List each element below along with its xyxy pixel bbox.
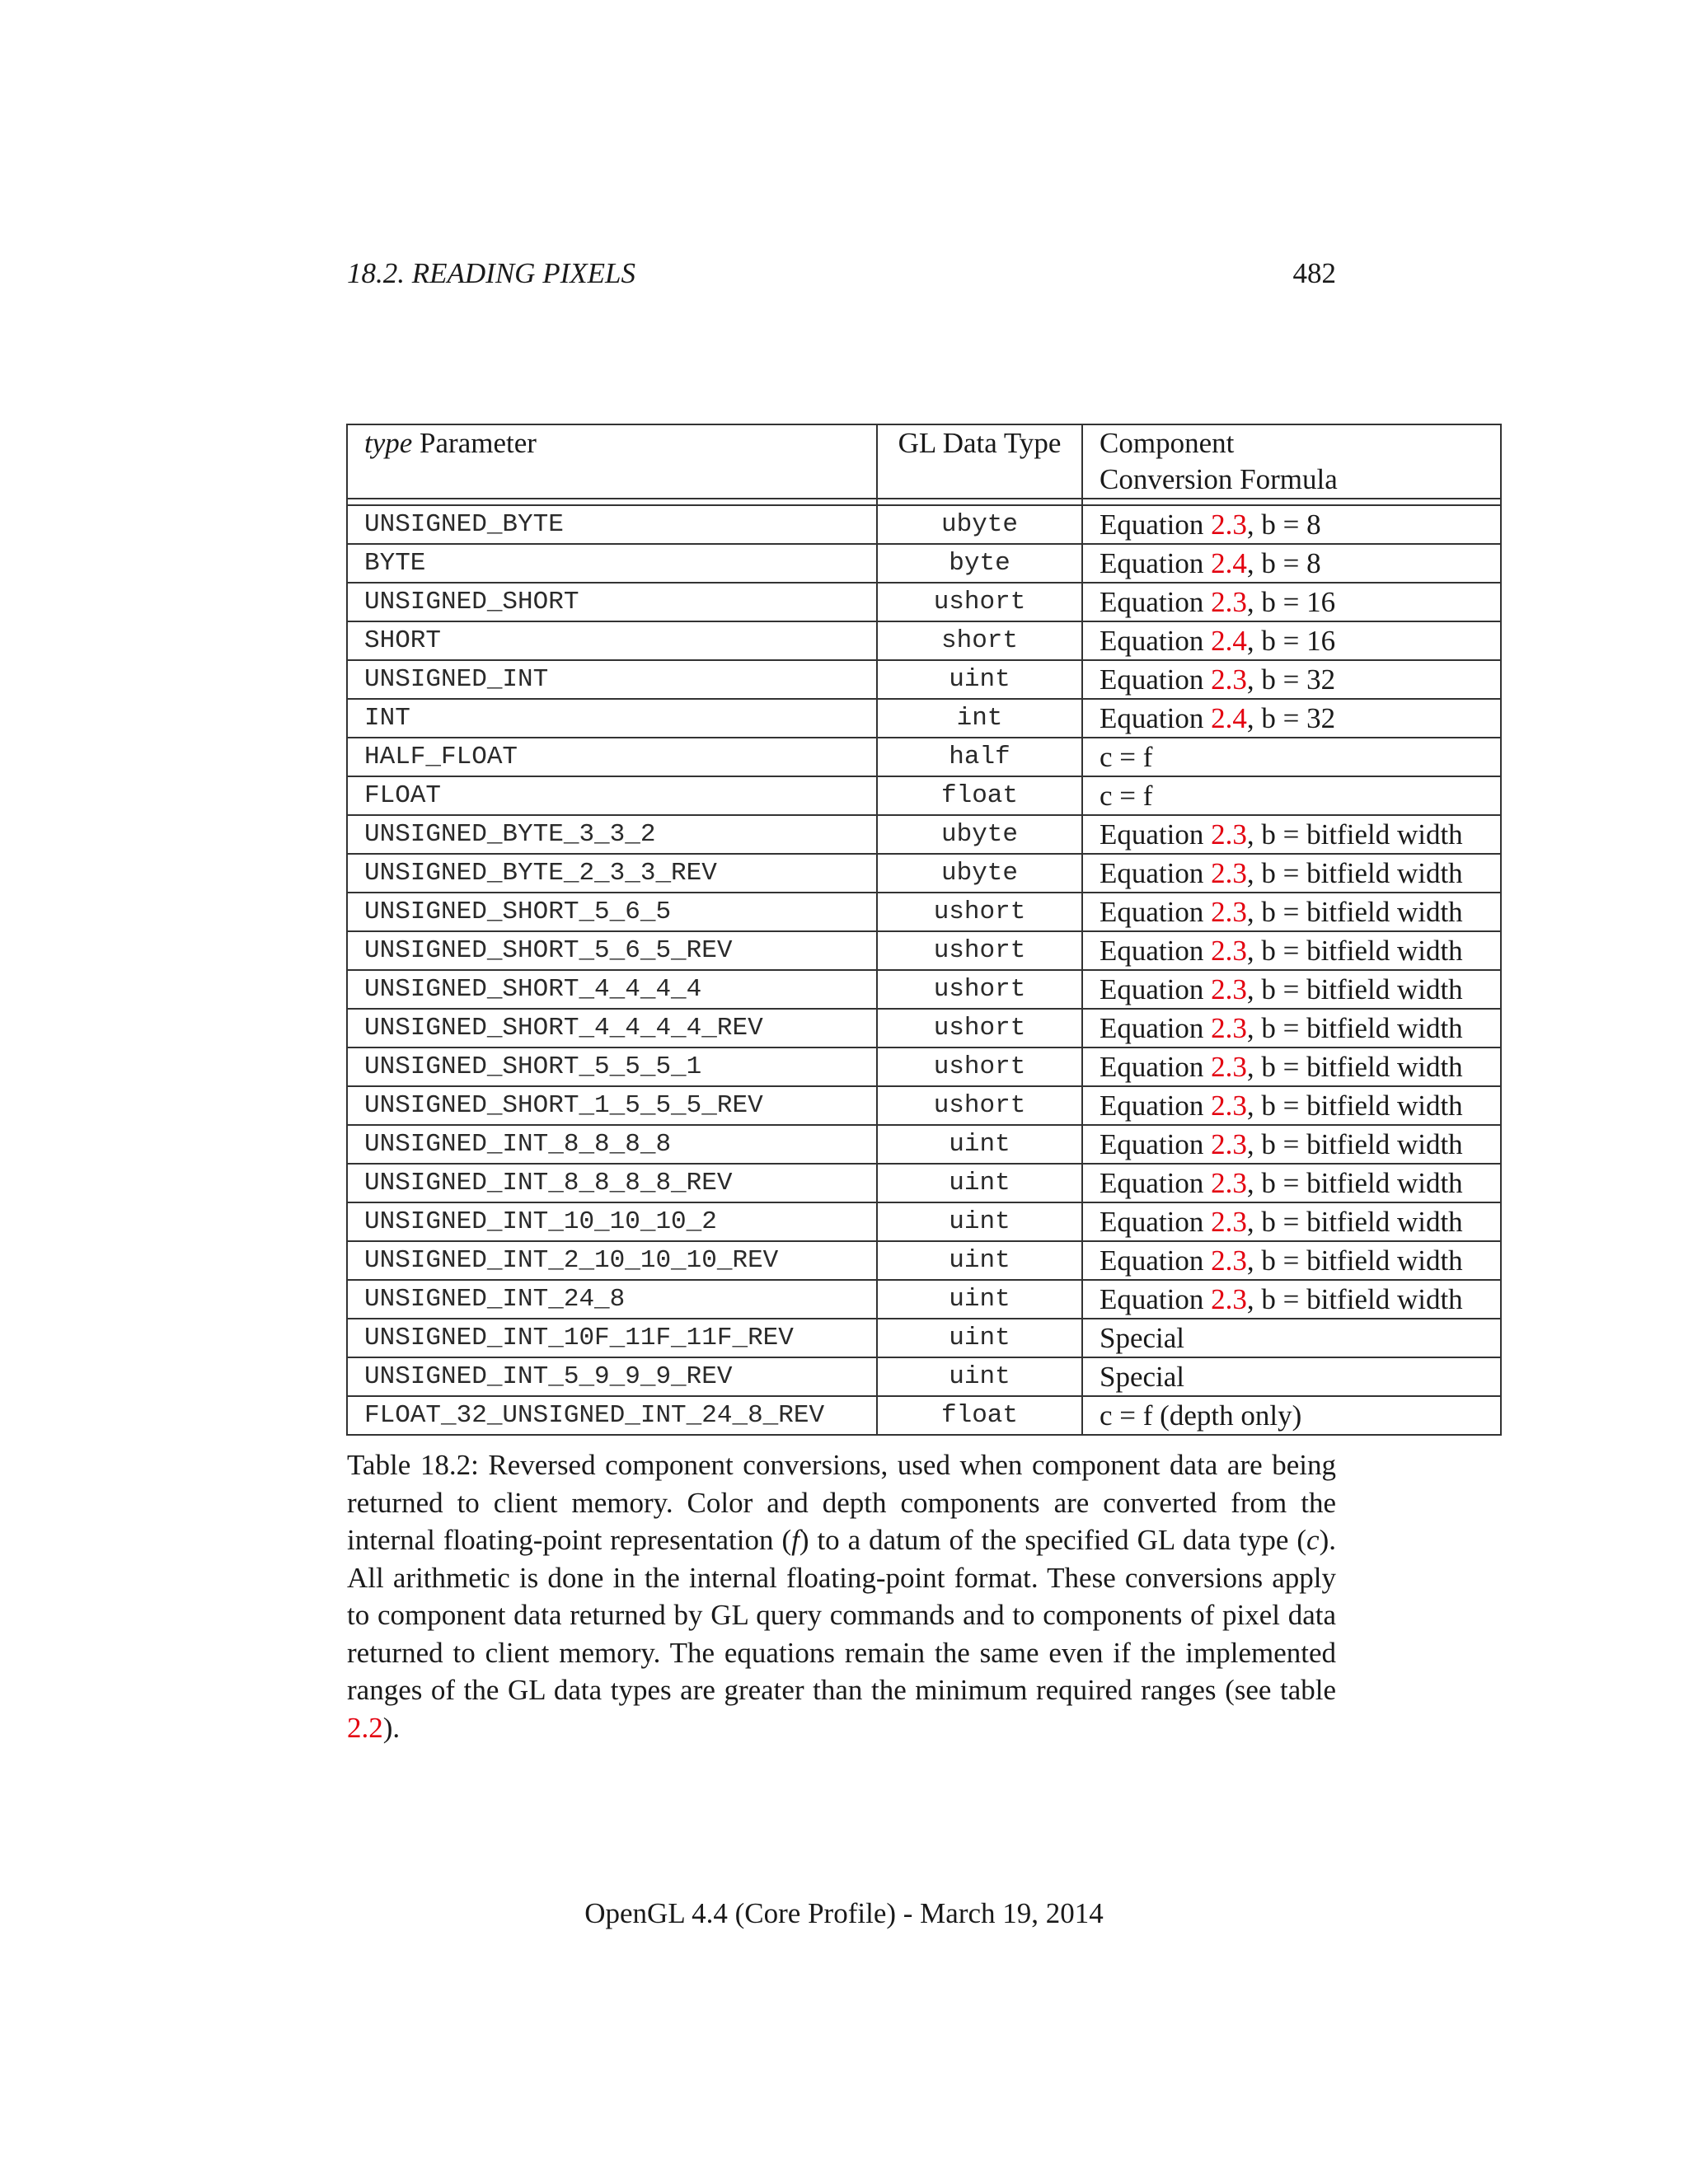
table-row [347, 1357, 1501, 1396]
type-parameter-cell: BYTE [347, 544, 877, 583]
formula-value: = bitfield width [1275, 1244, 1463, 1277]
header-parameter-word: Parameter [412, 427, 537, 459]
conversion-formula-cell [1082, 505, 1501, 544]
table-row [347, 893, 1501, 931]
formula-value: = 32 [1275, 663, 1336, 696]
table-row [347, 1086, 1501, 1125]
table-row [347, 854, 1501, 893]
formula-variable: , b [1246, 1283, 1276, 1315]
gl-data-type-cell: ushort [877, 1047, 1082, 1086]
equation-link[interactable]: 2.4 [1211, 625, 1247, 657]
formula-value: = bitfield width [1275, 1283, 1463, 1315]
equation-label: Equation [1100, 1283, 1212, 1315]
conversion-formula-cell [1082, 854, 1501, 893]
header-gl-data-type: GL Data Type [877, 424, 1082, 499]
equation-label: Equation [1100, 547, 1212, 579]
equation-label: Equation [1100, 586, 1212, 618]
formula-variable: , b [1246, 818, 1276, 851]
caption-table-link[interactable]: 2.2 [347, 1711, 383, 1744]
gl-data-type-cell: float [877, 776, 1082, 815]
equation-label: Equation [1100, 1244, 1212, 1277]
conversion-formula-cell [1082, 1202, 1501, 1241]
type-parameter-cell: UNSIGNED_SHORT_4_4_4_4 [347, 970, 877, 1009]
conversion-formula-cell [1082, 931, 1501, 970]
equation-label: Equation [1100, 1051, 1212, 1083]
equation-link[interactable]: 2.3 [1211, 1167, 1247, 1199]
gl-data-type-cell: ushort [877, 893, 1082, 931]
caption-part4: ). [382, 1711, 401, 1744]
conversion-formula-cell [1082, 544, 1501, 583]
formula-variable: , b [1246, 1167, 1276, 1199]
table-row [347, 1009, 1501, 1047]
conversion-formula-cell [1082, 1357, 1501, 1396]
formula-variable: , b [1246, 1244, 1276, 1277]
table-row [347, 970, 1501, 1009]
table-row [347, 505, 1501, 544]
gl-data-type-cell: int [877, 699, 1082, 738]
conversion-formula-cell [1082, 1280, 1501, 1319]
gl-data-type-cell: ushort [877, 931, 1082, 970]
formula-value: = 16 [1275, 586, 1336, 618]
formula-variable: , b [1246, 509, 1276, 541]
equation-link[interactable]: 2.3 [1211, 1206, 1247, 1238]
conversion-formula-cell [1082, 776, 1501, 815]
type-parameter-cell: UNSIGNED_SHORT [347, 583, 877, 621]
equation-link[interactable]: 2.3 [1211, 586, 1247, 618]
gl-data-type-cell: ushort [877, 970, 1082, 1009]
formula-variable: , b [1246, 625, 1276, 657]
formula-variable: , b [1246, 973, 1276, 1005]
table-row [347, 1280, 1501, 1319]
equation-link[interactable]: 2.3 [1211, 1128, 1247, 1160]
formula-value: = 8 [1275, 509, 1321, 541]
gl-data-type-cell: byte [877, 544, 1082, 583]
type-parameter-cell: UNSIGNED_INT_8_8_8_8_REV [347, 1164, 877, 1202]
equation-link[interactable]: 2.3 [1211, 857, 1247, 889]
conversion-table-container [346, 424, 1500, 1436]
gl-data-type-cell: ushort [877, 583, 1082, 621]
formula-variable: , b [1246, 663, 1276, 696]
conversion-formula-cell [1082, 1319, 1501, 1357]
formula-value: = bitfield width [1275, 896, 1463, 928]
type-parameter-cell: UNSIGNED_SHORT_1_5_5_5_REV [347, 1086, 877, 1125]
table-row [347, 1047, 1501, 1086]
formula-variable: , b [1246, 1090, 1276, 1122]
equation-link[interactable]: 2.3 [1211, 1244, 1247, 1277]
conversion-formula-cell [1082, 660, 1501, 699]
formula-variable: , b [1246, 1012, 1276, 1044]
table-row [347, 1319, 1501, 1357]
formula-variable: , b [1246, 547, 1276, 579]
type-parameter-cell: UNSIGNED_SHORT_5_6_5 [347, 893, 877, 931]
equation-link[interactable]: 2.3 [1211, 896, 1247, 928]
formula-value: = bitfield width [1275, 1012, 1463, 1044]
type-parameter-cell: UNSIGNED_SHORT_4_4_4_4_REV [347, 1009, 877, 1047]
table-row [347, 931, 1501, 970]
header-separator [347, 499, 1501, 505]
equation-label: Equation [1100, 896, 1212, 928]
gl-data-type-cell: uint [877, 1319, 1082, 1357]
type-parameter-cell: UNSIGNED_INT_2_10_10_10_REV [347, 1241, 877, 1280]
equation-label: Equation [1100, 1128, 1212, 1160]
formula-variable: , b [1246, 586, 1276, 618]
conversion-formula-cell [1082, 1164, 1501, 1202]
header-formula-line1: Component [1100, 427, 1235, 459]
formula-value: = 16 [1275, 625, 1336, 657]
type-parameter-cell: UNSIGNED_INT_10_10_10_2 [347, 1202, 877, 1241]
formula-variable: , b [1246, 1051, 1276, 1083]
table-row [347, 1241, 1501, 1280]
formula-variable: , b [1246, 1206, 1276, 1238]
equation-label: Equation [1100, 1206, 1212, 1238]
header-type-italic: type [364, 427, 413, 459]
formula-value: = bitfield width [1275, 1051, 1463, 1083]
table-row [347, 583, 1501, 621]
gl-data-type-cell: uint [877, 1357, 1082, 1396]
gl-data-type-cell: ubyte [877, 854, 1082, 893]
table-row [347, 621, 1501, 660]
caption-var-c: c [1306, 1524, 1320, 1556]
table-caption [347, 1446, 1336, 1746]
formula-value: = bitfield width [1275, 973, 1463, 1005]
gl-data-type-cell: short [877, 621, 1082, 660]
conversion-formula-cell [1082, 1047, 1501, 1086]
caption-part1: Table 18.2: Reversed component conversions, used when component data are being returned to client memory. Color and depth components are converted from the internal floating-point representation ( [347, 1449, 1336, 1556]
equation-label: Equation [1100, 857, 1212, 889]
running-header [347, 257, 1336, 298]
type-parameter-cell: UNSIGNED_INT_24_8 [347, 1280, 877, 1319]
formula-text: c = f [1100, 780, 1153, 812]
formula-value: = 8 [1275, 547, 1321, 579]
header-formula-line2: Conversion Formula [1100, 463, 1338, 495]
conversion-formula-cell [1082, 1086, 1501, 1125]
formula-variable: , b [1246, 857, 1276, 889]
type-parameter-cell: UNSIGNED_INT [347, 660, 877, 699]
conversion-formula-cell [1082, 738, 1501, 776]
caption-var-f: f [791, 1524, 799, 1556]
type-parameter-cell: UNSIGNED_BYTE_2_3_3_REV [347, 854, 877, 893]
type-parameter-cell: FLOAT [347, 776, 877, 815]
conversion-formula-cell [1082, 583, 1501, 621]
gl-data-type-cell: uint [877, 1125, 1082, 1164]
gl-data-type-cell: uint [877, 660, 1082, 699]
equation-link[interactable]: 2.3 [1211, 1012, 1247, 1044]
type-parameter-cell: UNSIGNED_INT_10F_11F_11F_REV [347, 1319, 877, 1357]
type-parameter-cell: HALF_FLOAT [347, 738, 877, 776]
conversion-formula-cell [1082, 893, 1501, 931]
table-row [347, 738, 1501, 776]
type-parameter-cell: UNSIGNED_SHORT_5_5_5_1 [347, 1047, 877, 1086]
gl-data-type-cell: ushort [877, 1009, 1082, 1047]
table-body [347, 499, 1501, 1435]
equation-link[interactable]: 2.3 [1211, 509, 1247, 541]
equation-label: Equation [1100, 1090, 1212, 1122]
equation-label: Equation [1100, 663, 1212, 696]
equation-link[interactable]: 2.3 [1211, 663, 1247, 696]
formula-variable: , b [1246, 935, 1276, 967]
formula-variable: , b [1246, 896, 1276, 928]
table-header-row [347, 424, 1501, 499]
formula-value: = bitfield width [1275, 818, 1463, 851]
table-row [347, 1125, 1501, 1164]
equation-label: Equation [1100, 625, 1212, 657]
gl-data-type-cell: ubyte [877, 815, 1082, 854]
type-parameter-cell: UNSIGNED_SHORT_5_6_5_REV [347, 931, 877, 970]
equation-link[interactable]: 2.3 [1211, 973, 1247, 1005]
equation-link[interactable]: 2.3 [1211, 1051, 1247, 1083]
gl-data-type-cell: uint [877, 1164, 1082, 1202]
table-row [347, 815, 1501, 854]
type-parameter-cell: UNSIGNED_BYTE [347, 505, 877, 544]
equation-label: Equation [1100, 818, 1212, 851]
table-row [347, 699, 1501, 738]
type-parameter-cell: SHORT [347, 621, 877, 660]
formula-value: = 32 [1275, 702, 1336, 734]
equation-label: Equation [1100, 702, 1212, 734]
equation-link[interactable]: 2.4 [1211, 702, 1247, 734]
page-number: 482 [1292, 257, 1336, 289]
equation-label: Equation [1100, 973, 1212, 1005]
gl-data-type-cell: uint [877, 1202, 1082, 1241]
conversion-formula-cell [1082, 1009, 1501, 1047]
conversion-table [346, 424, 1502, 1436]
type-parameter-cell: FLOAT_32_UNSIGNED_INT_24_8_REV [347, 1396, 877, 1435]
caption-part3: ). All arithmetic is done in the internal floating-point format. These conversions apply to component data returned by GL query commands and to components of pixel data returned to client memory. The equations remain the same even if the implemented ranges of the GL data types are greater than the minimum required ranges (see table [347, 1524, 1336, 1706]
formula-value: = bitfield width [1275, 935, 1463, 967]
formula-value: = bitfield width [1275, 1090, 1463, 1122]
conversion-formula-cell [1082, 815, 1501, 854]
section-title: 18.2. READING PIXELS [347, 257, 635, 289]
equation-link[interactable]: 2.3 [1211, 1283, 1247, 1315]
gl-data-type-cell: ubyte [877, 505, 1082, 544]
conversion-formula-cell [1082, 970, 1501, 1009]
gl-data-type-cell: ushort [877, 1086, 1082, 1125]
gl-data-type-cell: uint [877, 1241, 1082, 1280]
formula-text: Special [1100, 1322, 1185, 1354]
table-row [347, 1396, 1501, 1435]
table-row [347, 1164, 1501, 1202]
equation-link[interactable]: 2.3 [1211, 935, 1247, 967]
type-parameter-cell: INT [347, 699, 877, 738]
page-footer: OpenGL 4.4 (Core Profile) - March 19, 2014 [584, 1897, 1104, 1929]
formula-text: Special [1100, 1361, 1185, 1393]
formula-value: = bitfield width [1275, 857, 1463, 889]
equation-label: Equation [1100, 1012, 1212, 1044]
formula-variable: , b [1246, 702, 1276, 734]
equation-link[interactable]: 2.3 [1211, 818, 1247, 851]
formula-value: = bitfield width [1275, 1128, 1463, 1160]
gl-data-type-cell: half [877, 738, 1082, 776]
type-parameter-cell: UNSIGNED_INT_8_8_8_8 [347, 1125, 877, 1164]
conversion-formula-cell [1082, 1396, 1501, 1435]
type-parameter-cell: UNSIGNED_BYTE_3_3_2 [347, 815, 877, 854]
caption-part2: ) to a datum of the specified GL data type ( [799, 1524, 1307, 1556]
conversion-formula-cell [1082, 1241, 1501, 1280]
header-conversion-formula [1082, 424, 1501, 499]
header-type-parameter [347, 424, 877, 499]
equation-link[interactable]: 2.3 [1211, 1090, 1247, 1122]
table-row [347, 1202, 1501, 1241]
formula-text: c = f (depth only) [1100, 1399, 1302, 1432]
conversion-formula-cell [1082, 699, 1501, 738]
equation-label: Equation [1100, 935, 1212, 967]
conversion-formula-cell [1082, 1125, 1501, 1164]
table-row [347, 660, 1501, 699]
gl-data-type-cell: uint [877, 1280, 1082, 1319]
equation-label: Equation [1100, 1167, 1212, 1199]
formula-variable: , b [1246, 1128, 1276, 1160]
equation-link[interactable]: 2.4 [1211, 547, 1247, 579]
type-parameter-cell: UNSIGNED_INT_5_9_9_9_REV [347, 1357, 877, 1396]
formula-value: = bitfield width [1275, 1167, 1463, 1199]
equation-label: Equation [1100, 509, 1212, 541]
gl-data-type-cell: float [877, 1396, 1082, 1435]
formula-text: c = f [1100, 741, 1153, 773]
table-row [347, 776, 1501, 815]
table-row [347, 544, 1501, 583]
formula-value: = bitfield width [1275, 1206, 1463, 1238]
conversion-formula-cell [1082, 621, 1501, 660]
